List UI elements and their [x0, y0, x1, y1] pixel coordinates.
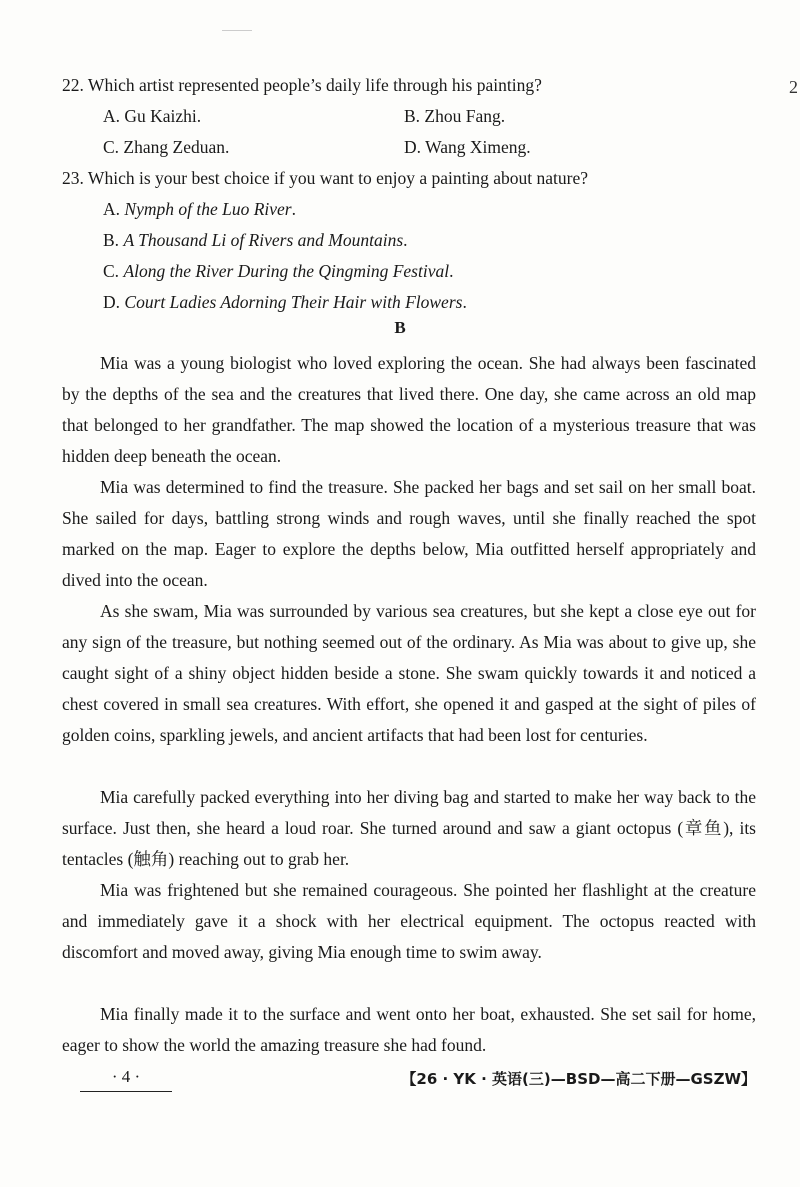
exam-code: 【26 · YK · 英语(三)—BSD—高二下册—GSZW】	[401, 1070, 756, 1088]
option-letter: A.	[103, 199, 125, 219]
q23-option-c	[103, 259, 453, 283]
passage-paragraph-2: Mia was determined to find the treasure. She packed her bags and set sail on her small boat. She sailed for days, battling strong winds and rough waves, until she finally reached the spot marked on the map. Eager to explore the depths below, Mia outfitted herself appropriately and dived into the ocean.	[62, 477, 756, 590]
option-letter: C.	[103, 261, 124, 281]
option-end: .	[449, 261, 454, 281]
q22-option-d: D. Wang Ximeng.	[404, 137, 531, 157]
option-letter: B.	[103, 230, 124, 250]
passage-paragraph-4: Mia carefully packed everything into her diving bag and started to make her way back to the surface. Just then, she heard a loud roar. She turned around and saw a giant octopus (章鱼), its tentacles (触角) reaching out to grab her.	[62, 787, 756, 869]
option-title: Nymph of the Luo River	[124, 199, 292, 219]
option-letter: D.	[103, 292, 125, 312]
scan-mark	[222, 30, 252, 31]
passage-paragraph-1: Mia was a young biologist who loved exploring the ocean. She had always been fascinated by the depths of the sea and the creatures that lived there. One day, she came across an old map that belonged to her grandfather. The map showed the location of a mysterious treasure that was hidden deep beneath the ocean.	[62, 353, 756, 466]
passage-paragraph-3: As she swam, Mia was surrounded by various sea creatures, but she kept a close eye out for any sign of the treasure, but nothing seemed out of the ordinary. As Mia was about to give up, she caught sight of a shiny object hidden beside a stone. She swam quickly towards it and noticed a chest covered in small sea creatures. With effort, she opened it and gasped at the sight of piles of golden coins, sparkling jewels, and ancient artifacts that had been lost for centuries.	[62, 601, 756, 745]
passage-paragraph-6: Mia finally made it to the surface and went onto her boat, exhausted. She set sail for home, eager to show the world the amazing treasure she had found.	[62, 1004, 756, 1055]
q23-option-b	[103, 228, 408, 252]
option-title: A Thousand Li of Rivers and Mountains	[123, 230, 404, 250]
question-22-stem: 22. Which artist represented people’s daily life through his painting?	[62, 75, 542, 95]
option-title: Along the River During the Qingming Festival	[123, 261, 450, 281]
q22-option-c: C. Zhang Zeduan.	[103, 137, 230, 157]
q23-option-d	[103, 290, 467, 314]
option-end: .	[291, 199, 296, 219]
option-title: Court Ladies Adorning Their Hair with Flowers	[124, 292, 463, 312]
question-23-stem: 23. Which is your best choice if you want to enjoy a painting about nature?	[62, 168, 588, 188]
page-number: · 4 ·	[80, 1067, 172, 1092]
q23-option-a	[103, 197, 296, 221]
passage-paragraph-5: Mia was frightened but she remained courageous. She pointed her flashlight at the creature and immediately gave it a shock with her electrical equipment. The octopus reacted with discomfort and moved away, giving Mia enough time to swim away.	[62, 880, 756, 962]
option-end: .	[403, 230, 408, 250]
option-end: .	[462, 292, 467, 312]
q22-option-b: B. Zhou Fang.	[404, 106, 506, 126]
q22-option-a: A. Gu Kaizhi.	[103, 106, 202, 126]
section-heading: B	[394, 318, 406, 337]
edge-number: 2	[789, 77, 798, 97]
